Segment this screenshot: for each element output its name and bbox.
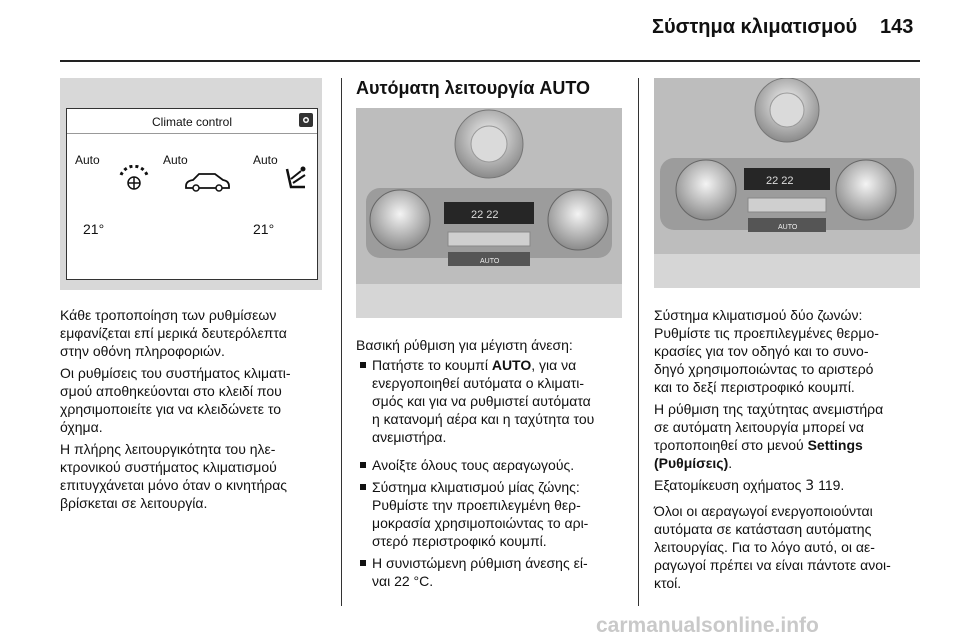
screen-divider bbox=[67, 133, 317, 134]
text-line: σμός και για να ρυθμιστεί αυτόματα bbox=[372, 393, 591, 409]
text-line: αυτόματα σε κατάσταση αυτόματης bbox=[654, 521, 872, 537]
bullet-icon bbox=[360, 362, 366, 368]
photo-auto-label: AUTO bbox=[778, 224, 798, 231]
text-fragment: 119. bbox=[814, 477, 845, 493]
text-line: Η ρύθμιση της ταχύτητας ανεμιστήρα bbox=[654, 401, 884, 417]
text-line: βρίσκεται σε λειτουργία. bbox=[60, 495, 208, 511]
auto-button-name: AUTO bbox=[491, 357, 532, 373]
photo-display-readout: 22 22 bbox=[471, 209, 499, 221]
info-display-screen bbox=[66, 108, 318, 280]
bullet-item-vents: Ανοίξτε όλους τους αεραγωγούς. bbox=[372, 457, 575, 473]
page-reference-icon: 3 bbox=[805, 478, 815, 494]
paragraph-engine-running bbox=[60, 440, 287, 512]
settings-icon bbox=[299, 113, 313, 127]
dual-zone-control-photo bbox=[654, 78, 920, 288]
text-line: Οι ρυθμίσεις του συστήματος κλιματι- bbox=[60, 365, 291, 381]
cross-reference bbox=[654, 476, 844, 495]
header-rule bbox=[60, 60, 920, 62]
text-line: κτρονικού συστήματος κλιματισμού bbox=[60, 459, 277, 475]
text-line: κρασίες για τον οδηγό και το συνο- bbox=[654, 343, 869, 359]
settings-menu-name-greek: (Ρυθμίσεις) bbox=[654, 455, 729, 471]
text-line: στερό περιστροφικό κουμπί. bbox=[372, 533, 547, 549]
text-line: επιτυγχάνεται μόνο όταν ο κινητήρας bbox=[60, 477, 288, 493]
text-fragment: Πατήστε το κουμπί bbox=[372, 357, 492, 373]
paragraph-fan-settings bbox=[654, 400, 883, 472]
text-line: εμφανίζεται επί μερικά δευτερόλεπτα bbox=[60, 325, 287, 341]
single-zone-control-photo bbox=[356, 108, 622, 318]
text-line: δηγό χρησιμοποιώντας το αριστερό bbox=[654, 361, 874, 377]
text-line: ραγωγοί πρέπει να είναι πάντοτε ανοι- bbox=[654, 557, 891, 573]
text-fragment: τροποποιηθεί στο μενού bbox=[654, 437, 808, 453]
seat-airflow-icon bbox=[281, 165, 309, 200]
column-divider bbox=[341, 78, 342, 606]
bullet-item-recommended bbox=[372, 554, 588, 590]
photo-display-readout: 22 22 bbox=[766, 175, 794, 187]
distribution-auto-label: Auto bbox=[163, 153, 188, 167]
paragraph-vents-auto bbox=[654, 502, 891, 592]
text-line: σε αυτόματη λειτουργία μπορεί να bbox=[654, 419, 864, 435]
bullet-icon bbox=[360, 484, 366, 490]
text-line: ενεργοποιηθεί αυτόματα ο κλιματι- bbox=[372, 375, 584, 391]
text-line: η κατανομή αέρα και η ταχύτητα του bbox=[372, 411, 595, 427]
watermark: carmanualsonline.info bbox=[596, 614, 819, 637]
text-line: όχημα. bbox=[60, 419, 103, 435]
photo-auto-label: AUTO bbox=[480, 258, 500, 265]
text-line: Κάθε τροποποίηση των ρυθμίσεων bbox=[60, 307, 277, 323]
right-temperature: 21° bbox=[253, 221, 275, 237]
text-line: Όλοι οι αεραγωγοί ενεργοποιούνται bbox=[654, 503, 873, 519]
text-line: ανεμιστήρα. bbox=[372, 429, 447, 445]
text-line: σμού αποθηκεύονται στο κλειδί που bbox=[60, 383, 282, 399]
section-title: Αυτόματη λειτουργία AUTO bbox=[356, 78, 591, 98]
text-line: Η πλήρης λειτουργικότητα του ηλε- bbox=[60, 441, 276, 457]
paragraph-dual-zone bbox=[654, 306, 879, 396]
text-line: χρησιμοποιείτε για να κλειδώνετε το bbox=[60, 401, 282, 417]
bullet-icon bbox=[360, 560, 366, 566]
text-line: ναι 22 °C. bbox=[372, 573, 434, 589]
intro-text: Βασική ρύθμιση για μέγιστη άνεση: bbox=[356, 337, 573, 353]
text-fragment: . bbox=[728, 455, 733, 471]
bullet-item-single-zone bbox=[372, 478, 588, 550]
paragraph-key-memory bbox=[60, 364, 291, 436]
text-fragment: , για να bbox=[531, 357, 577, 373]
screen-title: Climate control bbox=[151, 115, 233, 129]
text-line: στην οθόνη πληροφοριών. bbox=[60, 343, 225, 359]
seat-auto-label: Auto bbox=[253, 153, 278, 167]
text-line: Η συνιστώμενη ρύθμιση άνεσης εί- bbox=[372, 555, 588, 571]
text-line: κτοί. bbox=[654, 575, 682, 591]
left-temperature: 21° bbox=[83, 221, 105, 237]
text-line: Ρυθμίστε την προεπιλεγμένη θερ- bbox=[372, 497, 581, 513]
text-line: μοκρασία χρησιμοποιώντας το αρι- bbox=[372, 515, 589, 531]
text-line: λειτουργίας. Για το λόγο αυτό, οι αε- bbox=[654, 539, 875, 555]
text-line: και το δεξί περιστροφικό κουμπί. bbox=[654, 379, 855, 395]
climate-display-figure bbox=[60, 78, 322, 290]
paragraph-display-info bbox=[60, 306, 287, 360]
text-line: Σύστημα κλιματισμού δύο ζωνών: bbox=[654, 307, 863, 323]
bullet-icon bbox=[360, 462, 366, 468]
bullet-item-auto bbox=[372, 356, 594, 446]
car-air-distribution-icon bbox=[183, 171, 231, 198]
column-divider bbox=[638, 78, 639, 606]
fan-icon bbox=[117, 165, 151, 198]
text-line: Σύστημα κλιματισμού μίας ζώνης: bbox=[372, 479, 580, 495]
fan-auto-label: Auto bbox=[75, 153, 100, 167]
settings-menu-name: Settings bbox=[807, 437, 863, 453]
page-number: 143 bbox=[880, 16, 914, 38]
text-fragment: Εξατομίκευση οχήματος bbox=[654, 477, 806, 493]
text-line: Ρυθμίστε τις προεπιλεγμένες θερμο- bbox=[654, 325, 879, 341]
page-header-title: Σύστημα κλιματισμού bbox=[652, 16, 858, 38]
